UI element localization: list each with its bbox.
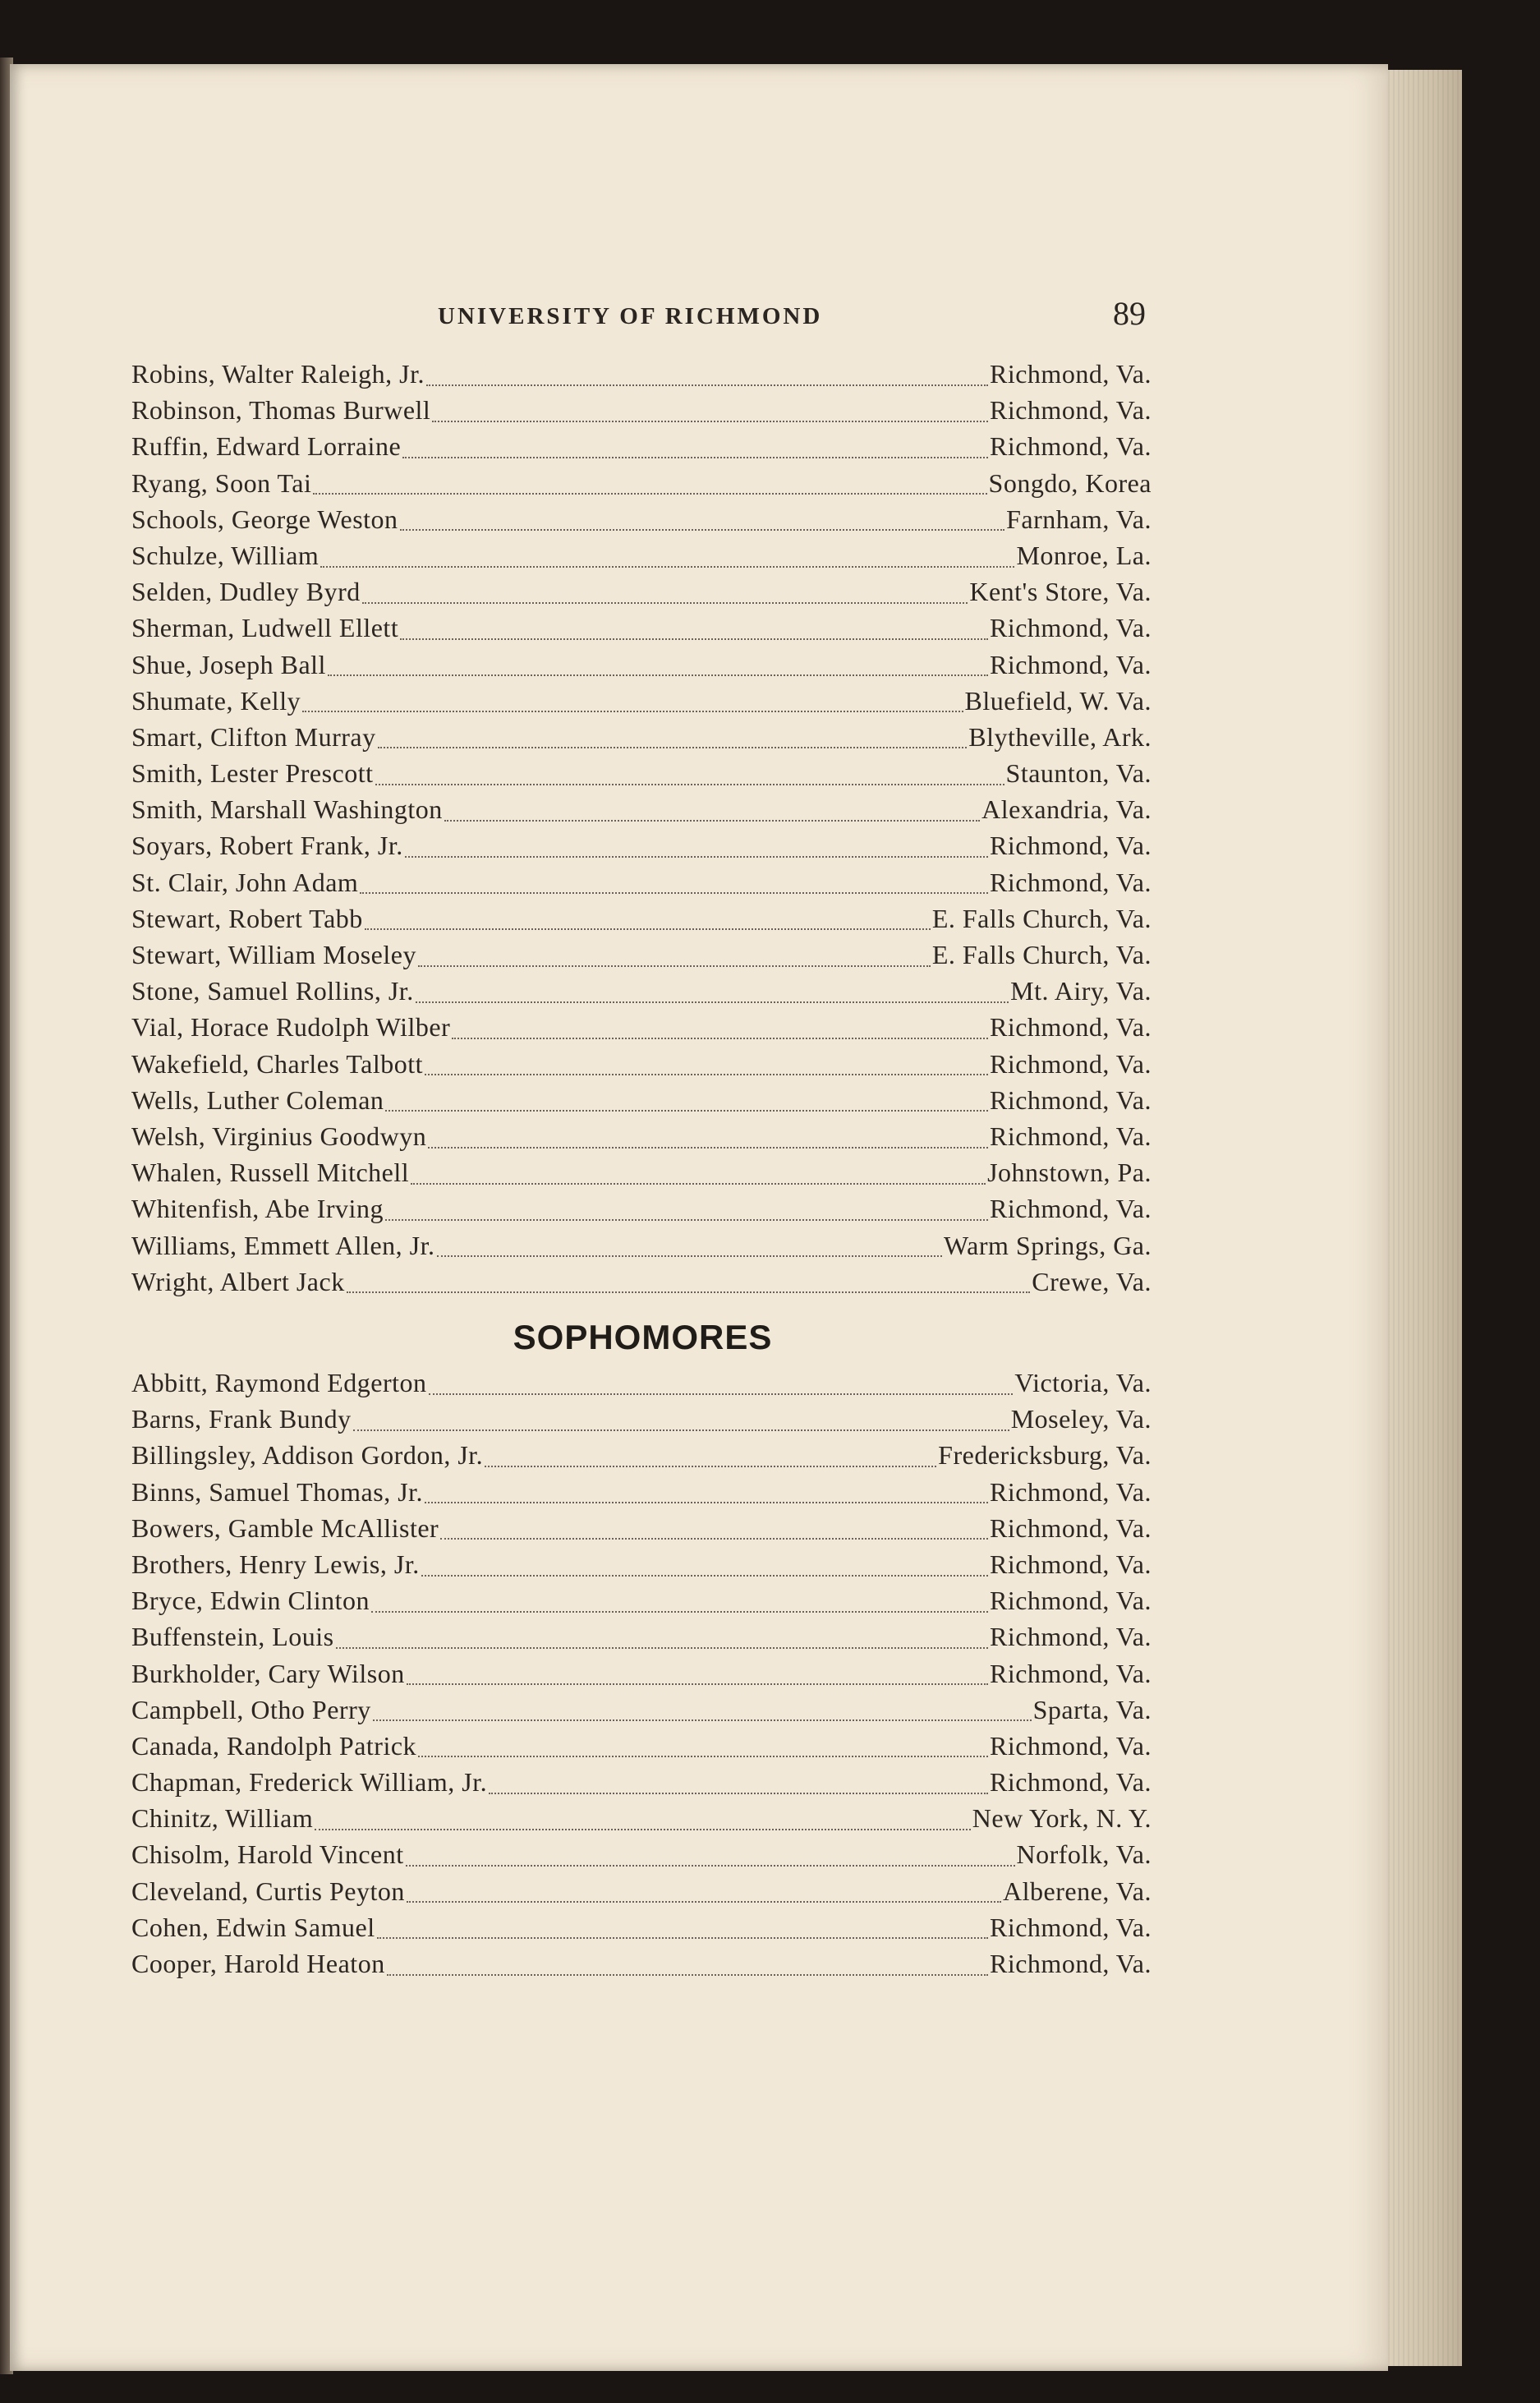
student-name: Abbitt, Raymond Edgerton	[131, 1368, 427, 1397]
dot-leader	[452, 1037, 988, 1039]
dot-leader	[428, 1146, 988, 1149]
list-item	[131, 1440, 1152, 1476]
hometown: Richmond, Va.	[989, 867, 1152, 897]
hometown: Songdo, Korea	[988, 467, 1152, 498]
hometown: Richmond, Va.	[989, 1767, 1152, 1798]
hometown: Richmond, Va.	[989, 395, 1152, 426]
student-name: Cooper, Harold Heaton	[131, 1949, 385, 1978]
hometown: Victoria, Va.	[1014, 1368, 1152, 1397]
dot-leader	[418, 1755, 988, 1757]
dot-leader	[400, 528, 1005, 531]
hometown: Richmond, Va.	[989, 1622, 1152, 1652]
dot-leader	[378, 746, 968, 748]
dot-leader	[407, 1683, 988, 1685]
list-item	[131, 758, 1152, 794]
dot-leader	[418, 964, 931, 967]
list-item	[131, 468, 1152, 504]
hometown: New York, N. Y.	[972, 1803, 1152, 1834]
dot-leader	[373, 1719, 1032, 1721]
student-name: Selden, Dudley Byrd	[131, 577, 361, 607]
student-name: Stewart, William Moseley	[131, 940, 416, 969]
student-name: Robins, Walter Raleigh, Jr.	[131, 359, 425, 389]
list-item	[131, 359, 1152, 395]
hometown: Richmond, Va.	[989, 1084, 1152, 1115]
dot-leader	[437, 1254, 942, 1257]
list-item	[131, 1194, 1152, 1230]
student-name: St. Clair, John Adam	[131, 867, 359, 897]
list-item	[131, 1913, 1152, 1949]
list-item	[131, 1549, 1152, 1586]
student-name: Billingsley, Addison Gordon, Jr.	[131, 1440, 484, 1471]
hometown: Moseley, Va.	[1010, 1404, 1152, 1434]
student-name: Barns, Frank Bundy	[131, 1404, 352, 1434]
list-item	[131, 940, 1152, 976]
student-name: Ryang, Soon Tai	[131, 467, 312, 498]
list-item	[131, 1368, 1152, 1404]
hometown: Richmond, Va.	[989, 1012, 1152, 1043]
student-name: Wells, Luther Coleman	[131, 1084, 384, 1115]
hometown: Richmond, Va.	[989, 1586, 1152, 1616]
student-name: Shue, Joseph Ball	[131, 649, 326, 679]
dot-leader	[365, 928, 931, 930]
hometown: Richmond, Va.	[989, 1512, 1152, 1543]
student-name: Smith, Lester Prescott	[131, 758, 374, 789]
list-item	[131, 1404, 1152, 1440]
list-item	[131, 613, 1152, 649]
list-item	[131, 1839, 1152, 1876]
student-name: Wakefield, Charles Talbott	[131, 1048, 424, 1079]
student-name: Smith, Marshall Washington	[131, 794, 443, 825]
list-item	[131, 395, 1152, 431]
dot-leader	[320, 565, 1014, 568]
hometown: Farnham, Va.	[1006, 504, 1152, 534]
list-item	[131, 1876, 1152, 1913]
running-title: UNIVERSITY OF RICHMOND	[438, 303, 823, 329]
hometown: Richmond, Va.	[989, 1912, 1152, 1942]
hometown: Alberene, Va.	[1003, 1876, 1152, 1906]
list-item	[131, 1477, 1152, 1513]
dot-leader	[444, 819, 980, 822]
list-item	[131, 1695, 1152, 1731]
dot-leader	[353, 1429, 1009, 1431]
hometown: Richmond, Va.	[989, 359, 1152, 389]
list-item	[131, 1158, 1152, 1194]
dot-leader	[405, 855, 988, 858]
dot-leader	[336, 1646, 988, 1649]
student-name: Chapman, Frederick William, Jr.	[131, 1767, 488, 1798]
dot-leader	[489, 1792, 988, 1794]
list-item	[131, 1767, 1152, 1803]
hometown: Richmond, Va.	[989, 1048, 1152, 1079]
hometown: Johnstown, Pa.	[987, 1158, 1152, 1188]
student-name: Sherman, Ludwell Ellett	[131, 613, 399, 643]
student-name: Schulze, William	[131, 540, 319, 570]
dot-leader	[425, 1073, 988, 1075]
hometown: Richmond, Va.	[989, 1476, 1152, 1507]
dot-leader	[302, 710, 963, 712]
list-item	[131, 650, 1152, 686]
hometown: Mt. Airy, Va.	[1010, 976, 1152, 1006]
student-name: Whitenfish, Abe Irving	[131, 1194, 384, 1224]
hometown: E. Falls Church, Va.	[931, 903, 1152, 933]
student-name: Shumate, Kelly	[131, 685, 301, 716]
hometown: Richmond, Va.	[989, 1730, 1152, 1761]
student-name: Cleveland, Curtis Peyton	[131, 1876, 405, 1906]
student-name: Smart, Clifton Murray	[131, 721, 376, 752]
hometown: Crewe, Va.	[1032, 1266, 1152, 1296]
list-item	[131, 504, 1152, 541]
student-name: Buffenstein, Louis	[131, 1622, 334, 1652]
sophomore-list	[131, 1368, 1152, 1985]
list-item	[131, 1049, 1152, 1085]
dot-leader	[313, 492, 986, 495]
dot-leader	[400, 638, 988, 640]
hometown: Staunton, Va.	[1005, 758, 1152, 789]
hometown: Richmond, Va.	[989, 1121, 1152, 1151]
list-item	[131, 1731, 1152, 1767]
dot-leader	[385, 1109, 988, 1112]
student-name: Burkholder, Cary Wilson	[131, 1658, 405, 1688]
dot-leader	[328, 674, 988, 676]
dot-leader	[347, 1291, 1031, 1293]
student-name: Vial, Horace Rudolph Wilber	[131, 1012, 451, 1043]
dot-leader	[426, 384, 988, 386]
dot-leader	[360, 891, 988, 894]
student-name: Wright, Albert Jack	[131, 1266, 345, 1296]
student-name: Campbell, Otho Perry	[131, 1694, 371, 1724]
student-name: Robinson, Thomas Burwell	[131, 395, 431, 426]
dot-leader	[421, 1574, 988, 1577]
list-item	[131, 868, 1152, 904]
list-item	[131, 904, 1152, 940]
list-item	[131, 1267, 1152, 1303]
dot-leader	[385, 1218, 988, 1221]
dot-leader	[371, 1610, 988, 1613]
running-head	[0, 296, 1540, 345]
student-name: Canada, Randolph Patrick	[131, 1730, 417, 1761]
student-name: Chinitz, William	[131, 1803, 314, 1834]
dot-leader	[402, 456, 988, 458]
student-name: Stone, Samuel Rollins, Jr.	[131, 976, 414, 1006]
hometown: Blytheville, Ark.	[968, 721, 1152, 752]
student-name: Stewart, Robert Tabb	[131, 903, 363, 933]
list-item	[131, 722, 1152, 758]
student-name: Ruffin, Edward Lorraine	[131, 431, 402, 462]
hometown: Fredericksburg, Va.	[938, 1440, 1152, 1471]
hometown: E. Falls Church, Va.	[931, 940, 1152, 969]
dot-leader	[315, 1828, 971, 1830]
student-name: Brothers, Henry Lewis, Jr.	[131, 1549, 420, 1579]
hometown: Richmond, Va.	[989, 431, 1152, 462]
hometown: Alexandria, Va.	[981, 794, 1152, 825]
hometown: Monroe, La.	[1016, 540, 1152, 570]
dot-leader	[432, 420, 988, 422]
hometown: Richmond, Va.	[989, 1949, 1152, 1978]
hometown: Richmond, Va.	[989, 613, 1152, 643]
hometown: Richmond, Va.	[989, 831, 1152, 861]
student-name: Bryce, Edwin Clinton	[131, 1586, 370, 1616]
list-item	[131, 1085, 1152, 1121]
list-item	[131, 1659, 1152, 1695]
student-name: Bowers, Gamble McAllister	[131, 1512, 439, 1543]
student-name: Binns, Samuel Thomas, Jr.	[131, 1476, 424, 1507]
list-item	[131, 541, 1152, 577]
list-item	[131, 831, 1152, 867]
dot-leader	[387, 1973, 988, 1976]
list-item	[131, 686, 1152, 722]
list-item	[131, 1231, 1152, 1267]
page-number: 89	[1113, 295, 1146, 332]
dot-leader	[416, 1001, 1009, 1003]
list-item	[131, 1803, 1152, 1839]
dot-leader	[362, 601, 968, 604]
dot-leader	[406, 1864, 1015, 1867]
dot-leader	[411, 1182, 986, 1185]
list-item	[131, 1586, 1152, 1622]
student-name: Schools, George Weston	[131, 504, 398, 534]
list-item	[131, 1949, 1152, 1985]
dot-leader	[429, 1393, 1014, 1395]
dot-leader	[377, 1936, 988, 1939]
hometown: Richmond, Va.	[989, 1658, 1152, 1688]
dot-leader	[485, 1465, 936, 1467]
dot-leader	[375, 783, 1004, 785]
list-item	[131, 1622, 1152, 1658]
hometown: Kent's Store, Va.	[969, 577, 1152, 607]
hometown: Sparta, Va.	[1032, 1694, 1152, 1724]
continued-student-list	[131, 359, 1152, 1303]
student-name: Whalen, Russell Mitchell	[131, 1158, 410, 1188]
student-name: Cohen, Edwin Samuel	[131, 1912, 375, 1942]
hometown: Richmond, Va.	[989, 1194, 1152, 1224]
list-item	[131, 976, 1152, 1012]
list-item	[131, 1121, 1152, 1158]
list-item	[131, 1513, 1152, 1549]
student-name: Soyars, Robert Frank, Jr.	[131, 831, 403, 861]
hometown: Richmond, Va.	[989, 1549, 1152, 1579]
hometown: Richmond, Va.	[989, 649, 1152, 679]
student-name: Chisolm, Harold Vincent	[131, 1839, 404, 1870]
hometown: Norfolk, Va.	[1016, 1839, 1152, 1870]
student-name: Williams, Emmett Allen, Jr.	[131, 1230, 435, 1260]
list-item	[131, 794, 1152, 831]
list-item	[131, 577, 1152, 613]
dot-leader	[407, 1900, 1001, 1903]
dot-leader	[440, 1537, 988, 1540]
list-item	[131, 431, 1152, 467]
student-name: Welsh, Virginius Goodwyn	[131, 1121, 427, 1151]
dot-leader	[425, 1501, 988, 1503]
list-item	[131, 1012, 1152, 1048]
section-heading-sophomores: SOPHOMORES	[513, 1318, 773, 1356]
hometown: Bluefield, W. Va.	[964, 685, 1152, 716]
hometown: Warm Springs, Ga.	[944, 1230, 1152, 1260]
